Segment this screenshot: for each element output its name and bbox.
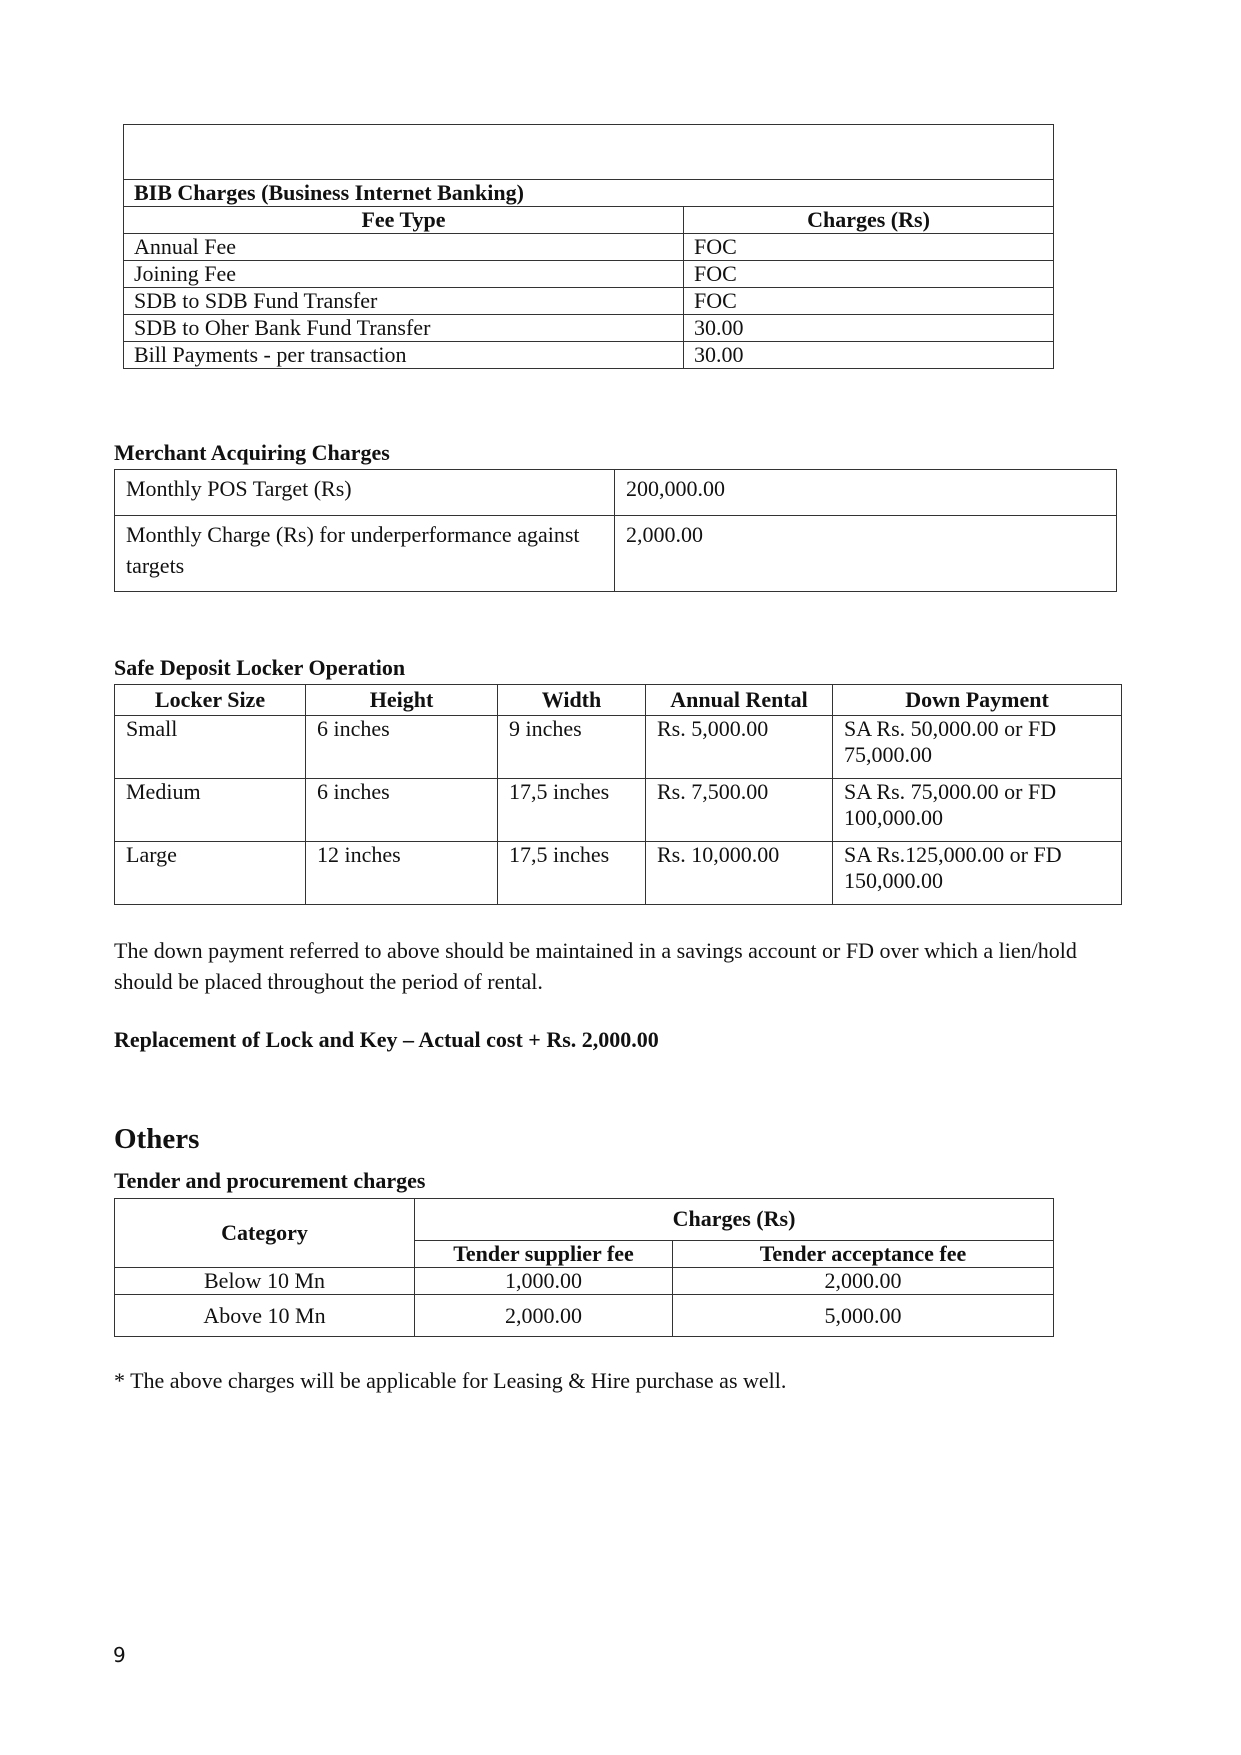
column-header: Charges (Rs) (684, 207, 1054, 234)
charge-cell: FOC (684, 261, 1054, 288)
table-row (115, 716, 1122, 779)
annual-rental-cell: Rs. 5,000.00 (646, 716, 833, 779)
width-cell: 9 inches (498, 716, 646, 779)
fee-type-cell: SDB to Oher Bank Fund Transfer (124, 315, 684, 342)
tender-charges-table (114, 1198, 1054, 1337)
down-payment-cell: SA Rs.125,000.00 or FD 150,000.00 (833, 842, 1122, 905)
acceptance-fee-cell: 2,000.00 (673, 1268, 1054, 1295)
down-payment-note: The down payment referred to above should be maintained in a savings account or FD over which a lien/hold should be placed throughout the period of rental. (114, 938, 1077, 994)
table-row (115, 470, 1117, 516)
table-header-row (115, 1199, 1054, 1241)
column-header: Charges (Rs) (415, 1199, 1054, 1241)
width-cell: 17,5 inches (498, 842, 646, 905)
locker-size-cell: Large (115, 842, 306, 905)
tender-section-title: Tender and procurement charges (114, 1168, 426, 1193)
acceptance-fee-cell: 5,000.00 (673, 1295, 1054, 1337)
down-payment-cell: SA Rs. 50,000.00 or FD 75,000.00 (833, 716, 1122, 779)
table-row (124, 180, 1054, 207)
supplier-fee-cell: 1,000.00 (415, 1268, 673, 1295)
table-row (124, 288, 1054, 315)
table-row (115, 1295, 1054, 1337)
table-row (115, 779, 1122, 842)
bib-title: BIB Charges (Business Internet Banking) (124, 180, 1054, 207)
value-cell: 200,000.00 (615, 470, 1117, 516)
label-cell: Monthly POS Target (Rs) (115, 470, 615, 516)
height-cell: 6 inches (306, 716, 498, 779)
locker-table (114, 684, 1122, 905)
locker-section-title: Safe Deposit Locker Operation (114, 655, 406, 680)
locker-size-cell: Medium (115, 779, 306, 842)
fee-type-cell: Bill Payments - per transaction (124, 342, 684, 369)
table-row (124, 342, 1054, 369)
table-row (124, 125, 1054, 180)
table-header-row (115, 685, 1122, 716)
category-cell: Above 10 Mn (115, 1295, 415, 1337)
others-heading: Others (114, 1123, 200, 1155)
value-cell: 2,000.00 (615, 516, 1117, 592)
page-number: 9 (113, 1643, 126, 1667)
empty-cell (124, 125, 1054, 180)
column-header: Width (498, 685, 646, 716)
fee-type-cell: Annual Fee (124, 234, 684, 261)
column-header: Category (115, 1199, 415, 1268)
table-row (124, 315, 1054, 342)
height-cell: 6 inches (306, 779, 498, 842)
fee-type-cell: SDB to SDB Fund Transfer (124, 288, 684, 315)
replacement-note: Replacement of Lock and Key – Actual cost + Rs. 2,000.00 (114, 1027, 659, 1052)
annual-rental-cell: Rs. 10,000.00 (646, 842, 833, 905)
height-cell: 12 inches (306, 842, 498, 905)
column-header: Locker Size (115, 685, 306, 716)
merchant-section-title: Merchant Acquiring Charges (114, 440, 390, 465)
charge-cell: FOC (684, 234, 1054, 261)
column-header: Down Payment (833, 685, 1122, 716)
merchant-charges-table (114, 469, 1117, 592)
fee-type-cell: Joining Fee (124, 261, 684, 288)
charge-cell: 30.00 (684, 342, 1054, 369)
category-cell: Below 10 Mn (115, 1268, 415, 1295)
table-row (124, 261, 1054, 288)
bib-charges-table (123, 124, 1054, 369)
table-header-row (124, 207, 1054, 234)
leasing-note: * The above charges will be applicable for Leasing & Hire purchase as well. (114, 1368, 787, 1393)
table-row (115, 1268, 1054, 1295)
column-header: Annual Rental (646, 685, 833, 716)
table-row (124, 234, 1054, 261)
column-header: Tender acceptance fee (673, 1241, 1054, 1268)
supplier-fee-cell: 2,000.00 (415, 1295, 673, 1337)
table-row (115, 516, 1117, 592)
charge-cell: FOC (684, 288, 1054, 315)
annual-rental-cell: Rs. 7,500.00 (646, 779, 833, 842)
locker-size-cell: Small (115, 716, 306, 779)
label-cell: Monthly Charge (Rs) for underperformance against targets (115, 516, 615, 592)
down-payment-cell: SA Rs. 75,000.00 or FD 100,000.00 (833, 779, 1122, 842)
charge-cell: 30.00 (684, 315, 1054, 342)
column-header: Tender supplier fee (415, 1241, 673, 1268)
column-header: Fee Type (124, 207, 684, 234)
table-row (115, 842, 1122, 905)
width-cell: 17,5 inches (498, 779, 646, 842)
column-header: Height (306, 685, 498, 716)
